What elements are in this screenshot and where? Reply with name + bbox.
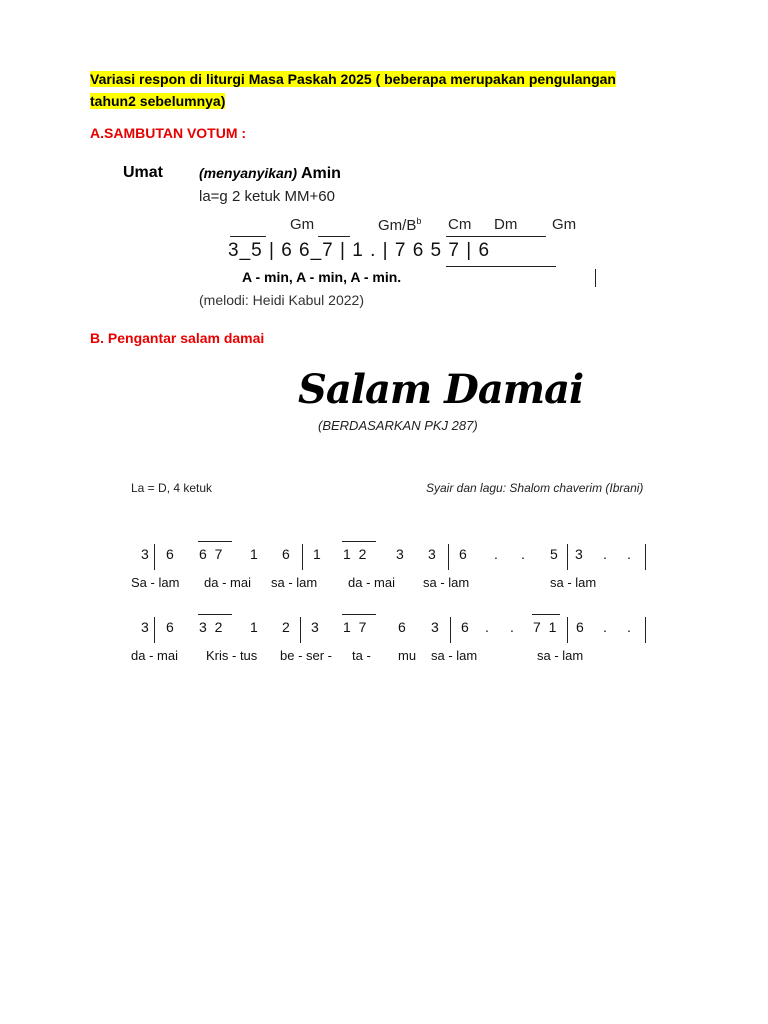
- beam-line: [198, 614, 232, 615]
- note: 6: [166, 546, 174, 562]
- bar-line: [154, 544, 155, 570]
- beam-line: [198, 541, 232, 542]
- bar-line: [154, 617, 155, 643]
- melody-credit: (melodi: Heidi Kabul 2022): [199, 292, 364, 308]
- note: 6 7: [199, 546, 223, 562]
- bar-line: [302, 544, 303, 570]
- bar-line: [645, 544, 646, 570]
- note: 6: [398, 619, 406, 635]
- note: 1 7: [343, 619, 367, 635]
- instruction-line: [199, 165, 341, 183]
- section-a-heading: A.SAMBUTAN VOTUM :: [90, 125, 247, 141]
- bar-line: [448, 544, 449, 570]
- note: 1: [250, 546, 258, 562]
- votum-lyrics: A - min, A - min, A - min.: [242, 269, 402, 285]
- note: .: [521, 546, 525, 562]
- chord-2: $Gm/B^b$: [378, 216, 422, 234]
- note: 3 2: [199, 619, 223, 635]
- note: .: [485, 619, 489, 635]
- tempo-line: la=g 2 ketuk MM+60: [199, 188, 335, 205]
- beam-line: [446, 236, 546, 237]
- lyric: sa - lam: [550, 575, 597, 590]
- note: 6: [459, 546, 467, 562]
- chord-3: Cm: [448, 216, 472, 233]
- song-subtitle: (BERDASARKAN PKJ 287): [318, 418, 478, 433]
- note: 3: [141, 619, 149, 635]
- note: 6: [166, 619, 174, 635]
- note: 3: [431, 619, 439, 635]
- bar-line: [300, 617, 301, 643]
- note: .: [603, 546, 607, 562]
- beam-line: [342, 614, 376, 615]
- note: .: [627, 546, 631, 562]
- beam-line: [230, 236, 266, 237]
- lyric: da - mai: [131, 648, 178, 663]
- beam-line: [318, 236, 350, 237]
- bar-line: [567, 617, 568, 643]
- lyric: sa - lam: [271, 575, 318, 590]
- note: 2: [282, 619, 290, 635]
- note: 6: [461, 619, 469, 635]
- note: .: [627, 619, 631, 635]
- lyric: Sa - lam: [131, 575, 180, 590]
- votum-notes: 3_5 | 6 6_7 | 1 . | 7 6 5 7 | 6: [228, 240, 491, 261]
- note: .: [510, 619, 514, 635]
- lyric: be - ser -: [280, 648, 333, 663]
- chord-4: Dm: [494, 216, 518, 233]
- bar-line: [645, 617, 646, 643]
- document-title: Variasi respon di liturgi Masa Paskah 2025 ( beberapa merupakan pengulangan tahun2 sebelumnya): [90, 71, 616, 109]
- end-bar: [595, 269, 596, 287]
- note: 7 1: [533, 619, 557, 635]
- song-credit: Syair dan lagu: Shalom chaverim (Ibrani): [426, 481, 644, 495]
- note: 1: [313, 546, 321, 562]
- beam-line: [532, 614, 560, 615]
- note: 1: [250, 619, 258, 635]
- note: .: [603, 619, 607, 635]
- bar-line: [450, 617, 451, 643]
- response: Amin: [300, 165, 341, 182]
- note: 3: [311, 619, 319, 635]
- note: 3: [428, 546, 436, 562]
- note: 6: [282, 546, 290, 562]
- lyric: da - mai: [204, 575, 251, 590]
- note: 1 2: [343, 546, 367, 562]
- lyric: da - mai: [348, 575, 395, 590]
- note: 3: [396, 546, 404, 562]
- chord-1: Gm: [290, 216, 315, 233]
- chord-5: Gm: [552, 216, 577, 233]
- lyric: mu: [398, 648, 417, 663]
- song-title: Salam Damai: [298, 366, 584, 413]
- slur-line: [446, 266, 556, 267]
- role-label: Umat: [123, 164, 164, 181]
- lyric: Kris - tus: [206, 648, 258, 663]
- instruction: (menyanyikan): [199, 165, 298, 181]
- song-key: La = D, 4 ketuk: [131, 481, 213, 495]
- section-b-heading: B. Pengantar salam damai: [90, 330, 265, 346]
- note: 3: [575, 546, 583, 562]
- note: 3: [141, 546, 149, 562]
- note: 5: [550, 546, 558, 562]
- bar-line: [567, 544, 568, 570]
- note: .: [494, 546, 498, 562]
- beam-line: [342, 541, 376, 542]
- lyric: sa - lam: [431, 648, 478, 663]
- note: 6: [576, 619, 584, 635]
- lyric: ta -: [352, 648, 371, 663]
- lyric: sa - lam: [423, 575, 470, 590]
- lyric: sa - lam: [537, 648, 584, 663]
